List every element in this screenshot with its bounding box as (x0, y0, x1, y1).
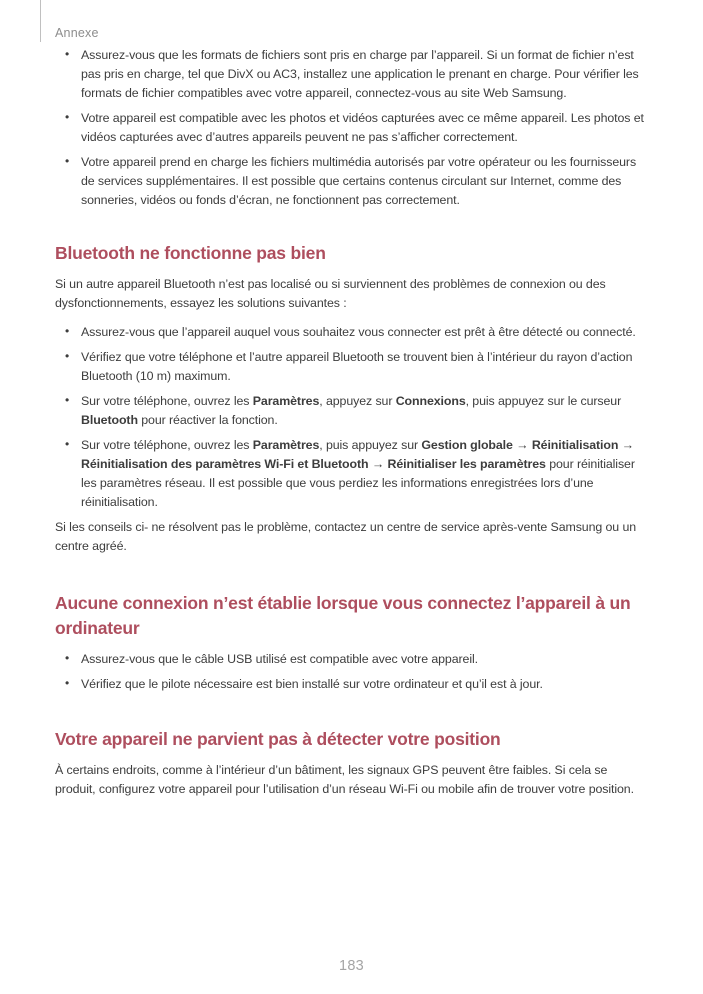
header-divider (40, 0, 41, 42)
bullet-item: • Vérifiez que votre téléphone et l’autre appareil Bluetooth se trouvent bien à l’intérieur du rayon d’action Bluetooth (10 m) maximum. (55, 348, 646, 386)
bluetooth-outro-paragraph: Si les conseils ci- ne résolvent pas le problème, contactez un centre de service après-vente Samsung ou un centre agréé. (55, 520, 637, 553)
bullet-item: • Assurez-vous que l’appareil auquel vous souhaitez vous connecter est prêt à être détecté ou connecté. (55, 323, 646, 342)
bluetooth-bullet-list (55, 323, 646, 512)
bullet-item: • Sur votre téléphone, ouvrez les Paramètres, appuyez sur Connexions, puis appuyez sur le curseur Bluetooth pour réactiver la fonction. (55, 392, 646, 430)
bullet-item: • Assurez-vous que le câble USB utilisé est compatible avec votre appareil. (55, 650, 646, 669)
section-title-usb-connection: Aucune connexion n’est établie lorsque vous connectez l’appareil à un ordinateur (55, 593, 631, 638)
bullet-item: • Votre appareil prend en charge les fichiers multimédia autorisés par votre opérateur ou les fournisseurs de services supplémentaires. Il est possible que certains contenus circulant sur Internet, comme des sonneries, vidéos ou fonds d’écran, ne fonctionnent pas correctement. (55, 153, 646, 210)
page-number: 183 (338, 958, 365, 974)
section-title-bluetooth: Bluetooth ne fonctionne pas bien (55, 243, 326, 263)
bullet-item: • Votre appareil est compatible avec les photos et vidéos capturées avec ce même appareil. Les photos et vidéos capturées avec d’autres appareils peuvent ne pas s’afficher correctement. (55, 109, 646, 147)
running-header-title: Annexe (55, 26, 99, 40)
bullet-item: • Vérifiez que le pilote nécessaire est bien installé sur votre ordinateur et qu’il est à jour. (55, 675, 646, 694)
page-header (0, 0, 703, 46)
page-content (0, 46, 703, 799)
bullet-item: • Assurez-vous que les formats de fichiers sont pris en charge par l’appareil. Si un format de fichier n’est pas pris en charge, tel que DivX ou AC3, installez une application le prenant en charge. Pour vérifier les formats de fichier compatibles avec votre appareil, connectez-vous au site Web Samsung. (55, 46, 646, 103)
bluetooth-intro-paragraph: Si un autre appareil Bluetooth n’est pas localisé ou si surviennent des problèmes de connexion ou des dysfonctionnements, essayez les solutions suivantes : (55, 277, 606, 310)
usb-bullet-list (55, 650, 646, 694)
page-footer (0, 958, 703, 974)
gps-body-paragraph: À certains endroits, comme à l’intérieur d’un bâtiment, les signaux GPS peuvent être faibles. Si cela se produit, configurez votre appareil pour l’utilisation d’un réseau Wi-Fi ou mobile afin de trouver votre position. (55, 763, 634, 796)
section-title-gps-position: Votre appareil ne parvient pas à détecter votre position (55, 729, 501, 749)
media-compat-bullet-list (55, 46, 646, 210)
bullet-item: • Sur votre téléphone, ouvrez les Paramètres, puis appuyez sur Gestion globale → Réinitialisation → Réinitialisation des paramètres Wi-Fi et Bluetooth → Réinitialiser les paramètres pour réinitialiser les paramètres réseau. Il est possible que vous perdiez les informations enregistrées lors d’une réinitialisation. (55, 436, 646, 512)
